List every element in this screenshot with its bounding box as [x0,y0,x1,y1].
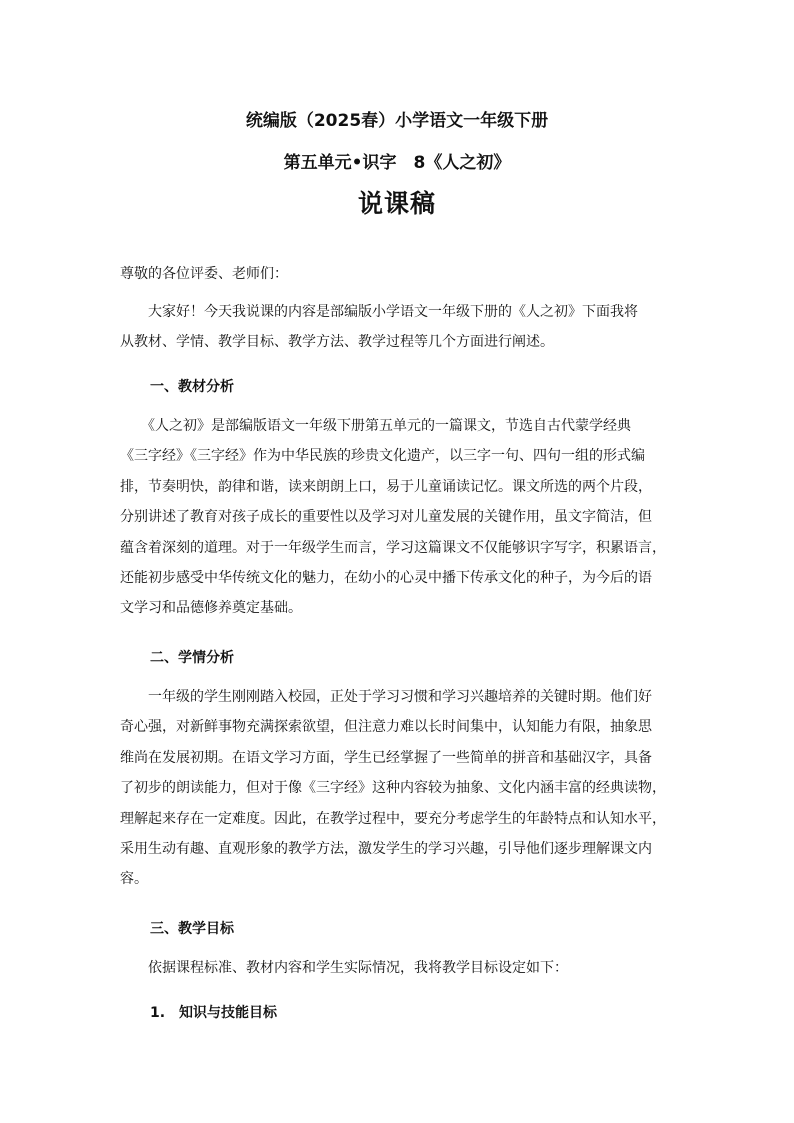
paragraph-line: 容。 [120,871,148,888]
paragraph-line: 蕴含着深刻的道理。对于一年级学生而言，学习这篇课文不仅能够识字写字，积累语言， [120,539,666,556]
paragraph-line: 采用生动有趣、直观形象的教学方法，激发学生的学习兴趣，引导他们逐步理解课文内 [120,840,652,857]
paragraph-line: 《三字经》《三字经》作为中华民族的珍贵文化遗产，以三字一句、四句一组的形式编 [120,448,645,465]
paragraph-line: 大家好！今天我说课的内容是部编版小学语文一年级下册的《人之初》下面我将 [120,304,638,320]
greeting-text: 尊敬的各位评委、老师们： [120,266,288,282]
section-heading-teaching-objectives: 三、教学目标 [150,921,234,937]
intro-paragraph [120,297,680,358]
paragraph-line: 奇心强，对新鲜事物充满探索欲望，但注意力难以长时间集中，认知能力有限，抽象思 [120,719,652,736]
document-type-heading: 说课稿 [357,189,436,218]
paragraph-line: 文学习和品德修养奠定基础。 [120,600,302,617]
section-heading-textbook-analysis: 一、教材分析 [150,379,234,395]
student-analysis-paragraph [120,682,680,895]
subheading-knowledge-skills: 1. 知识与技能目标 [150,1005,278,1021]
paragraph-line: 理解起来存在一定难度。因此，在教学过程中，要充分考虑学生的年龄特点和认知水平， [120,810,666,827]
textbook-analysis-paragraph [120,411,680,624]
paragraph-line: 排，节奏明快，韵律和谐，读来朗朗上口，易于儿童诵读记忆。课文所选的两个片段， [120,478,652,495]
paragraph-line: 依据课程标准、教材内容和学生实际情况，我将教学目标设定如下： [120,960,568,976]
paragraph-line: 《人之初》是部编版语文一年级下册第五单元的一篇课文，节选自古代蒙学经典 [120,418,631,434]
paragraph-line: 了初步的朗读能力，但对于像《三字经》这种内容较为抽象、文化内涵丰富的经典读物， [120,780,666,797]
section-heading-student-analysis: 二、学情分析 [150,650,234,666]
teaching-objectives-paragraph [120,953,680,983]
paragraph-line: 从教材、学情、教学目标、教学方法、教学过程等几个方面进行阐述。 [120,334,554,351]
document-title: 统编版（2025春）小学语文一年级下册 [245,111,549,131]
document-subtitle: 第五单元•识字 8《人之初》 [283,153,511,173]
paragraph-line: 一年级的学生刚刚踏入校园，正处于学习习惯和学习兴趣培养的关键时期。他们好 [120,689,652,705]
paragraph-line: 还能初步感受中华传统文化的魅力，在幼小的心灵中播下传承文化的种子，为今后的语 [120,569,652,586]
paragraph-line: 维尚在发展初期。在语文学习方面，学生已经掌握了一些简单的拼音和基础汉字，具备 [120,749,652,766]
paragraph-line: 分别讲述了教育对孩子成长的重要性以及学习对儿童发展的关键作用，虽文字简洁，但 [120,509,652,526]
